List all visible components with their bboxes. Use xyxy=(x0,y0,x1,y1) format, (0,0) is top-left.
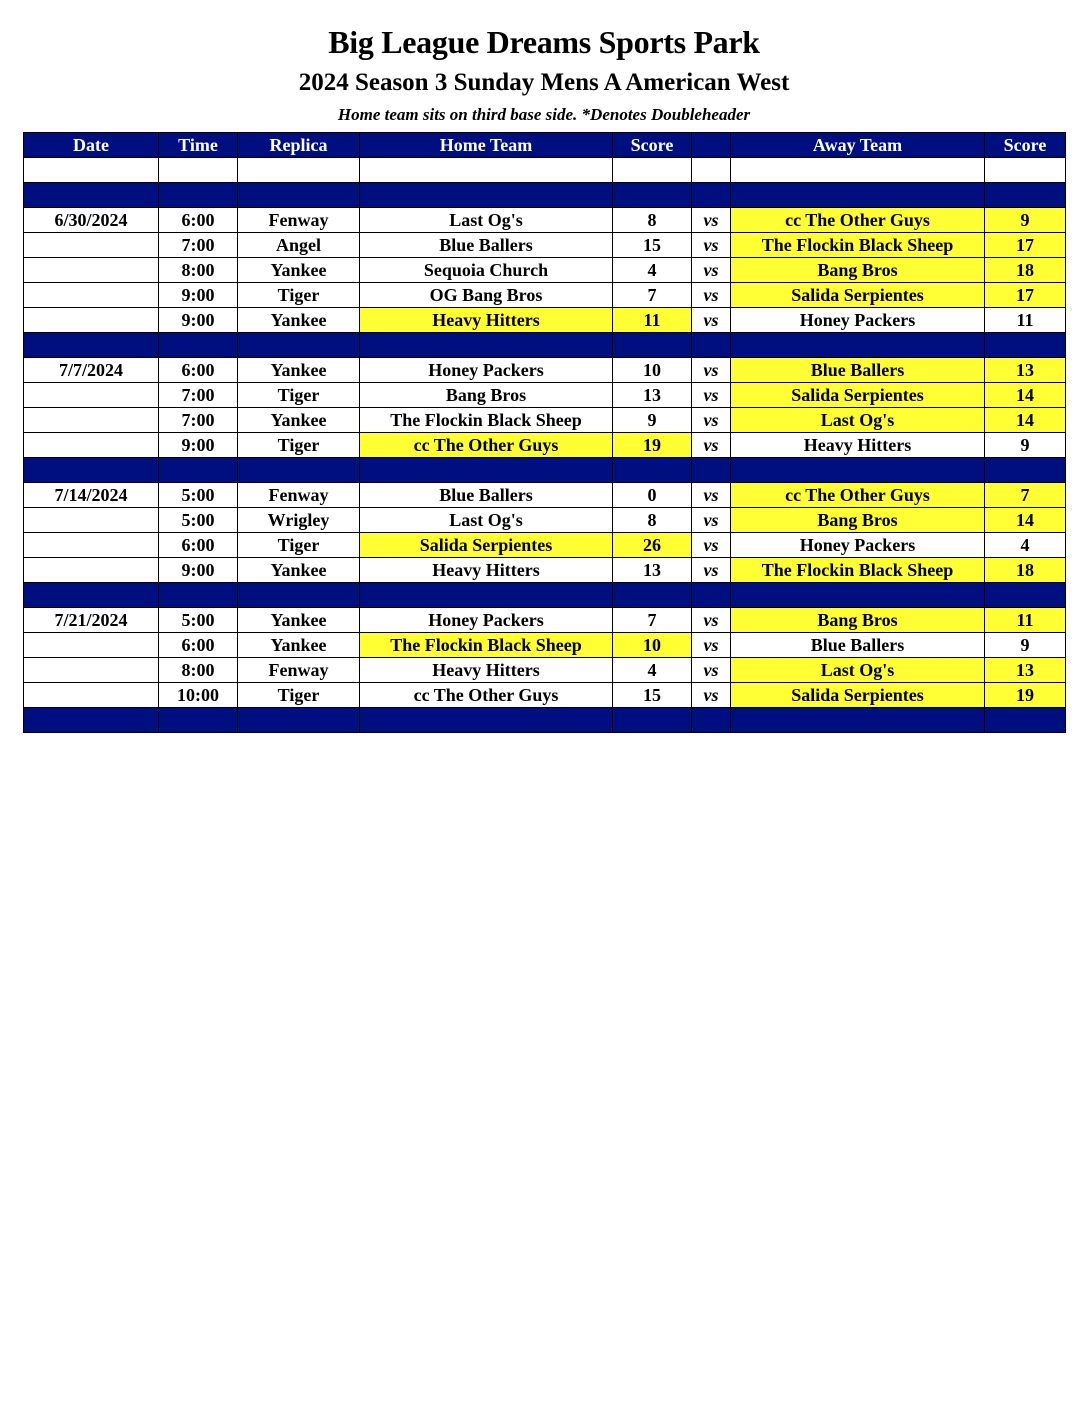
home-score-cell: 4 xyxy=(613,658,692,683)
separator-cell xyxy=(238,183,360,208)
away-team-cell: Heavy Hitters xyxy=(731,433,985,458)
home-score-cell: 7 xyxy=(613,283,692,308)
vs-cell: vs xyxy=(692,308,731,333)
separator-cell xyxy=(159,708,238,733)
replica-cell: Fenway xyxy=(238,208,360,233)
game-row xyxy=(24,383,1066,408)
separator-cell xyxy=(159,458,238,483)
home-team-cell: The Flockin Black Sheep xyxy=(360,633,613,658)
replica-cell: Tiger xyxy=(238,283,360,308)
replica-cell: Yankee xyxy=(238,258,360,283)
season-subtitle: 2024 Season 3 Sunday Mens A American West xyxy=(298,69,790,96)
away-team-cell: The Flockin Black Sheep xyxy=(731,558,985,583)
home-score-cell: 15 xyxy=(613,683,692,708)
replica-cell: Angel xyxy=(238,233,360,258)
vs-cell: vs xyxy=(692,508,731,533)
replica-cell: Yankee xyxy=(238,608,360,633)
date-cell: 7/21/2024 xyxy=(24,608,159,633)
replica-cell: Wrigley xyxy=(238,508,360,533)
date-cell xyxy=(24,408,159,433)
date-cell xyxy=(24,433,159,458)
date-cell xyxy=(24,233,159,258)
time-cell: 7:00 xyxy=(159,383,238,408)
col-replica-header: Replica xyxy=(238,133,360,158)
date-cell: 7/7/2024 xyxy=(24,358,159,383)
blank-row xyxy=(24,158,1066,183)
home-score-cell: 13 xyxy=(613,558,692,583)
game-row xyxy=(24,483,1066,508)
away-team-cell: Last Og's xyxy=(731,658,985,683)
away-score-cell: 11 xyxy=(985,608,1066,633)
away-team-cell: Honey Packers xyxy=(731,533,985,558)
date-cell: 6/30/2024 xyxy=(24,208,159,233)
game-row xyxy=(24,258,1066,283)
date-cell xyxy=(24,558,159,583)
vs-cell: vs xyxy=(692,358,731,383)
time-cell: 10:00 xyxy=(159,683,238,708)
separator-cell xyxy=(238,583,360,608)
away-team-cell: Salida Serpientes xyxy=(731,683,985,708)
away-score-cell: 7 xyxy=(985,483,1066,508)
away-score-cell: 18 xyxy=(985,558,1066,583)
separator-cell xyxy=(24,458,159,483)
separator-cell xyxy=(731,583,985,608)
separator-cell xyxy=(159,183,238,208)
separator-cell xyxy=(731,183,985,208)
time-cell: 9:00 xyxy=(159,283,238,308)
vs-cell: vs xyxy=(692,633,731,658)
replica-cell: Yankee xyxy=(238,358,360,383)
separator-cell xyxy=(24,333,159,358)
away-team-cell: Honey Packers xyxy=(731,308,985,333)
date-cell: 7/14/2024 xyxy=(24,483,159,508)
week-separator-row xyxy=(24,583,1066,608)
blank-cell xyxy=(238,158,360,183)
away-team-cell: Last Og's xyxy=(731,408,985,433)
blank-cell xyxy=(24,158,159,183)
vs-cell: vs xyxy=(692,208,731,233)
time-cell: 6:00 xyxy=(159,633,238,658)
date-cell xyxy=(24,308,159,333)
replica-cell: Tiger xyxy=(238,533,360,558)
separator-cell xyxy=(613,458,692,483)
separator-cell xyxy=(613,708,692,733)
replica-cell: Tiger xyxy=(238,683,360,708)
home-team-cell: Blue Ballers xyxy=(360,483,613,508)
home-score-cell: 11 xyxy=(613,308,692,333)
date-cell xyxy=(24,658,159,683)
away-score-cell: 18 xyxy=(985,258,1066,283)
date-cell xyxy=(24,683,159,708)
vs-cell: vs xyxy=(692,533,731,558)
game-row xyxy=(24,208,1066,233)
separator-cell xyxy=(731,458,985,483)
away-team-cell: Blue Ballers xyxy=(731,633,985,658)
home-team-cell: Heavy Hitters xyxy=(360,558,613,583)
away-score-cell: 13 xyxy=(985,358,1066,383)
game-row xyxy=(24,608,1066,633)
separator-cell xyxy=(360,583,613,608)
replica-cell: Tiger xyxy=(238,383,360,408)
col-away-team-header: Away Team xyxy=(731,133,985,158)
away-team-cell: Bang Bros xyxy=(731,258,985,283)
separator-cell xyxy=(985,183,1066,208)
home-score-cell: 26 xyxy=(613,533,692,558)
vs-cell: vs xyxy=(692,683,731,708)
time-cell: 5:00 xyxy=(159,608,238,633)
separator-cell xyxy=(159,583,238,608)
replica-cell: Tiger xyxy=(238,433,360,458)
separator-cell xyxy=(613,333,692,358)
replica-cell: Yankee xyxy=(238,558,360,583)
home-team-cell: OG Bang Bros xyxy=(360,283,613,308)
separator-cell xyxy=(24,183,159,208)
away-team-cell: cc The Other Guys xyxy=(731,208,985,233)
away-score-cell: 4 xyxy=(985,533,1066,558)
away-score-cell: 14 xyxy=(985,508,1066,533)
time-cell: 8:00 xyxy=(159,658,238,683)
week-separator-row xyxy=(24,333,1066,358)
replica-cell: Yankee xyxy=(238,308,360,333)
away-team-cell: Blue Ballers xyxy=(731,358,985,383)
time-cell: 6:00 xyxy=(159,358,238,383)
away-team-cell: Salida Serpientes xyxy=(731,383,985,408)
col-vs-header xyxy=(692,133,731,158)
game-row xyxy=(24,508,1066,533)
home-score-cell: 10 xyxy=(613,358,692,383)
home-score-cell: 13 xyxy=(613,383,692,408)
replica-cell: Yankee xyxy=(238,408,360,433)
week-separator-row xyxy=(24,183,1066,208)
game-row xyxy=(24,433,1066,458)
vs-cell: vs xyxy=(692,283,731,308)
schedule-note: Home team sits on third base side. *Denotes Doubleheader xyxy=(337,105,751,124)
separator-cell xyxy=(360,333,613,358)
home-team-cell: Honey Packers xyxy=(360,608,613,633)
col-home-score-header: Score xyxy=(613,133,692,158)
date-cell xyxy=(24,258,159,283)
time-cell: 6:00 xyxy=(159,208,238,233)
blank-cell xyxy=(360,158,613,183)
date-cell xyxy=(24,508,159,533)
vs-cell: vs xyxy=(692,608,731,633)
blank-cell xyxy=(985,158,1066,183)
vs-cell: vs xyxy=(692,658,731,683)
separator-cell xyxy=(24,583,159,608)
home-team-cell: Salida Serpientes xyxy=(360,533,613,558)
home-team-cell: Heavy Hitters xyxy=(360,308,613,333)
home-team-cell: cc The Other Guys xyxy=(360,683,613,708)
home-score-cell: 15 xyxy=(613,233,692,258)
col-time-header: Time xyxy=(159,133,238,158)
separator-cell xyxy=(692,583,731,608)
time-cell: 9:00 xyxy=(159,558,238,583)
away-team-cell: The Flockin Black Sheep xyxy=(731,233,985,258)
separator-cell xyxy=(985,708,1066,733)
home-team-cell: Sequoia Church xyxy=(360,258,613,283)
vs-cell: vs xyxy=(692,408,731,433)
home-team-cell: The Flockin Black Sheep xyxy=(360,408,613,433)
separator-cell xyxy=(985,583,1066,608)
game-row xyxy=(24,358,1066,383)
away-score-cell: 13 xyxy=(985,658,1066,683)
date-cell xyxy=(24,533,159,558)
header-row xyxy=(24,133,1066,158)
time-cell: 5:00 xyxy=(159,483,238,508)
blank-cell xyxy=(692,158,731,183)
game-row xyxy=(24,283,1066,308)
home-team-cell: Last Og's xyxy=(360,208,613,233)
separator-cell xyxy=(613,183,692,208)
separator-cell xyxy=(985,458,1066,483)
game-row xyxy=(24,233,1066,258)
away-score-cell: 9 xyxy=(985,208,1066,233)
week-separator-row xyxy=(24,708,1066,733)
blank-cell xyxy=(613,158,692,183)
vs-cell: vs xyxy=(692,233,731,258)
game-row xyxy=(24,658,1066,683)
home-team-cell: Honey Packers xyxy=(360,358,613,383)
home-team-cell: Heavy Hitters xyxy=(360,658,613,683)
separator-cell xyxy=(985,333,1066,358)
col-home-team-header: Home Team xyxy=(360,133,613,158)
away-score-cell: 14 xyxy=(985,408,1066,433)
game-row xyxy=(24,533,1066,558)
home-team-cell: Last Og's xyxy=(360,508,613,533)
vs-cell: vs xyxy=(692,483,731,508)
home-score-cell: 7 xyxy=(613,608,692,633)
replica-cell: Fenway xyxy=(238,483,360,508)
replica-cell: Yankee xyxy=(238,633,360,658)
away-team-cell: Bang Bros xyxy=(731,608,985,633)
separator-cell xyxy=(731,708,985,733)
page-title: Big League Dreams Sports Park xyxy=(328,24,760,60)
home-score-cell: 0 xyxy=(613,483,692,508)
separator-cell xyxy=(731,333,985,358)
home-score-cell: 10 xyxy=(613,633,692,658)
away-score-cell: 19 xyxy=(985,683,1066,708)
game-row xyxy=(24,558,1066,583)
separator-cell xyxy=(692,708,731,733)
separator-cell xyxy=(238,458,360,483)
game-row xyxy=(24,408,1066,433)
time-cell: 5:00 xyxy=(159,508,238,533)
blank-cell xyxy=(159,158,238,183)
separator-cell xyxy=(238,333,360,358)
away-score-cell: 9 xyxy=(985,433,1066,458)
away-score-cell: 14 xyxy=(985,383,1066,408)
replica-cell: Fenway xyxy=(238,658,360,683)
vs-cell: vs xyxy=(692,433,731,458)
separator-cell xyxy=(360,708,613,733)
home-team-cell: cc The Other Guys xyxy=(360,433,613,458)
game-row xyxy=(24,633,1066,658)
time-cell: 7:00 xyxy=(159,408,238,433)
home-team-cell: Blue Ballers xyxy=(360,233,613,258)
date-cell xyxy=(24,283,159,308)
time-cell: 9:00 xyxy=(159,433,238,458)
away-team-cell: Bang Bros xyxy=(731,508,985,533)
separator-cell xyxy=(613,583,692,608)
home-team-cell: Bang Bros xyxy=(360,383,613,408)
week-separator-row xyxy=(24,458,1066,483)
time-cell: 9:00 xyxy=(159,308,238,333)
date-cell xyxy=(24,383,159,408)
separator-cell xyxy=(692,333,731,358)
home-score-cell: 9 xyxy=(613,408,692,433)
home-score-cell: 8 xyxy=(613,508,692,533)
away-team-cell: cc The Other Guys xyxy=(731,483,985,508)
blank-cell xyxy=(731,158,985,183)
away-score-cell: 9 xyxy=(985,633,1066,658)
home-score-cell: 4 xyxy=(613,258,692,283)
away-score-cell: 11 xyxy=(985,308,1066,333)
separator-cell xyxy=(24,708,159,733)
vs-cell: vs xyxy=(692,383,731,408)
schedule-table xyxy=(23,132,1066,733)
separator-cell xyxy=(159,333,238,358)
separator-cell xyxy=(360,183,613,208)
vs-cell: vs xyxy=(692,258,731,283)
home-score-cell: 8 xyxy=(613,208,692,233)
home-score-cell: 19 xyxy=(613,433,692,458)
separator-cell xyxy=(692,183,731,208)
time-cell: 7:00 xyxy=(159,233,238,258)
away-score-cell: 17 xyxy=(985,283,1066,308)
col-date-header: Date xyxy=(24,133,159,158)
separator-cell xyxy=(238,708,360,733)
time-cell: 8:00 xyxy=(159,258,238,283)
game-row xyxy=(24,683,1066,708)
separator-cell xyxy=(692,458,731,483)
date-cell xyxy=(24,633,159,658)
time-cell: 6:00 xyxy=(159,533,238,558)
separator-cell xyxy=(360,458,613,483)
game-row xyxy=(24,308,1066,333)
away-team-cell: Salida Serpientes xyxy=(731,283,985,308)
away-score-cell: 17 xyxy=(985,233,1066,258)
vs-cell: vs xyxy=(692,558,731,583)
col-away-score-header: Score xyxy=(985,133,1066,158)
